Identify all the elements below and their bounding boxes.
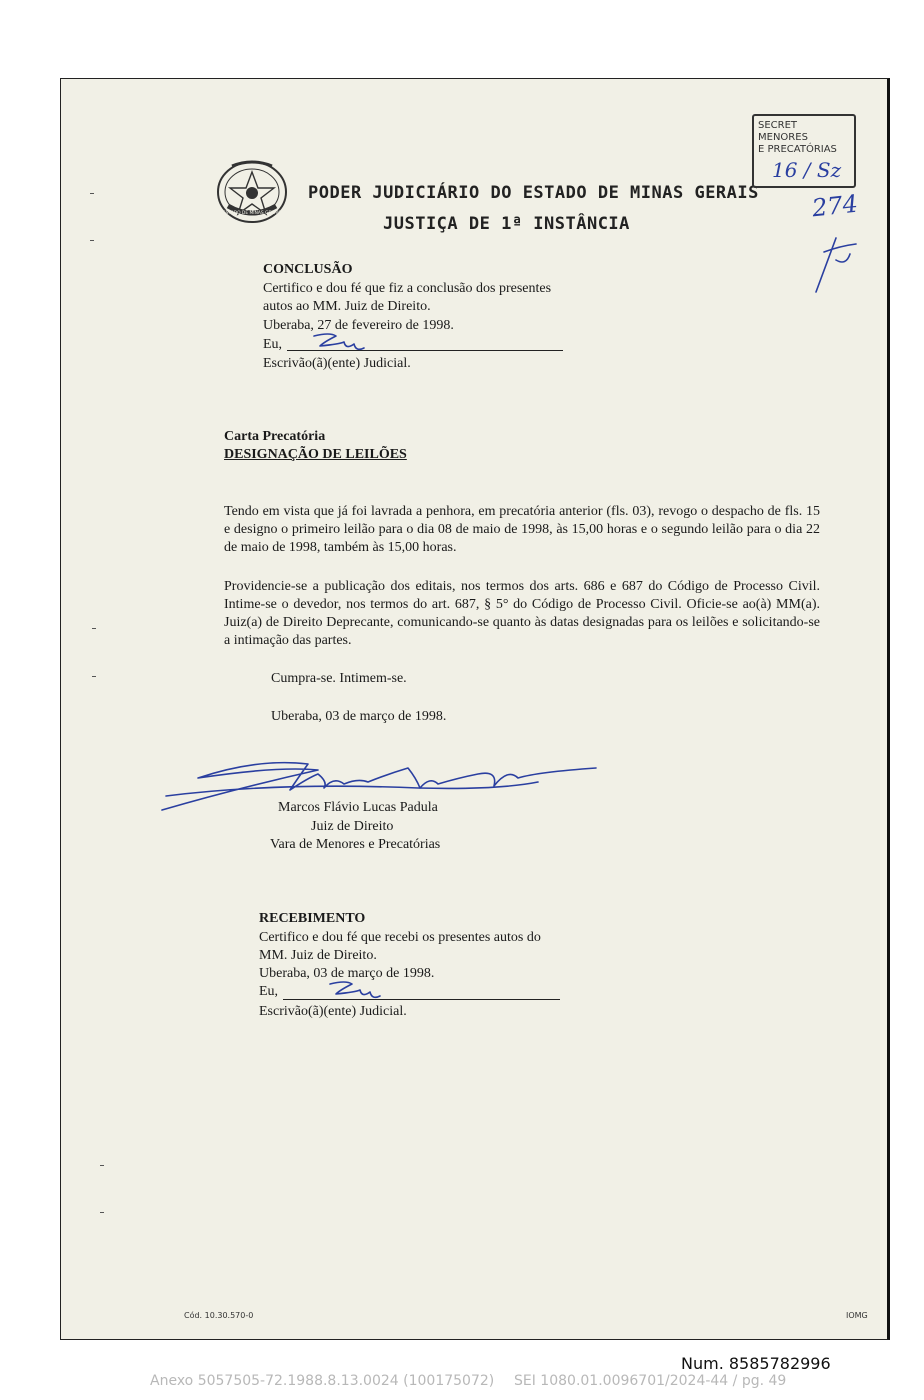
body-paragraph-2: Providencie-se a publicação dos editais, nos termos dos arts. 686 e 687 do Código de Processo Civil. Intime-se o devedor, nos termos do art. 687, § 5° do Código de Processo Civil. Oficie-se ao(à) MM(a). Juiz(a) de Direito Deprecante, comunicando-se quanto às datas designadas para os leilões e solicitando-se a intimação das partes. [224, 579, 820, 648]
stamp-line1: SECRET MENORES [758, 120, 808, 143]
conclusao-eu: Eu, [263, 337, 283, 352]
recebimento-date: Uberaba, 03 de março de 1998. [259, 966, 435, 981]
printer-mark: IOMG [846, 1311, 868, 1320]
margin-mark [100, 1212, 104, 1213]
handwritten-initials-icon [806, 232, 862, 296]
header-instance: JUSTIÇA DE 1ª INSTÂNCIA [383, 214, 630, 234]
document-page [60, 78, 890, 1340]
header-court-name: PODER JUDICIÁRIO DO ESTADO DE MINAS GERAIS [308, 183, 759, 203]
body-date: Uberaba, 03 de março de 1998. [271, 709, 447, 724]
conclusao-line2: autos ao MM. Juiz de Direito. [263, 299, 431, 314]
handwritten-page-number: 274 [810, 189, 860, 223]
margin-mark [92, 628, 96, 629]
annex-reference: Anexo 5057505-72.1988.8.13.0024 (100175072) [150, 1373, 495, 1389]
recebimento-line2: MM. Juiz de Direito. [259, 948, 377, 963]
conclusao-line1: Certifico e dou fé que fiz a conclusão dos presentes [263, 281, 552, 296]
recebimento-title: RECEBIMENTO [259, 911, 366, 926]
document-number: Num. 8585782996 [681, 1354, 831, 1373]
conclusao-date: Uberaba, 27 de fevereiro de 1998. [263, 318, 454, 333]
judge-role: Juiz de Direito [311, 819, 394, 834]
margin-mark [90, 193, 94, 194]
stamp-handwritten: 16 / Sz [772, 158, 842, 182]
margin-mark [100, 1165, 104, 1166]
sei-reference: SEI 1080.01.0096701/2024-44 / pg. 49 [514, 1373, 787, 1389]
recebimento-eu: Eu, [259, 984, 279, 999]
coat-of-arms-seal-icon [214, 160, 290, 228]
clerk-signature-icon [310, 330, 370, 358]
recebimento-escrivao: Escrivão(ã)(ente) Judicial. [259, 1004, 407, 1019]
carta-title: Carta Precatória [224, 429, 326, 444]
form-code: Cód. 10.30.570-0 [184, 1311, 254, 1320]
conclusao-title: CONCLUSÃO [263, 262, 353, 277]
carta-subtitle: DESIGNAÇÃO DE LEILÕES [224, 447, 407, 462]
body-paragraph-1: Tendo em vista que já foi lavrada a penhora, em precatória anterior (fls. 03), revogo o despacho de fls. 15 e designo o primeiro leilão para o dia 08 de maio de 1998, às 15,00 horas e o segundo leilão para o dia 22 de maio de 1998, também às 15,00 horas. [224, 504, 820, 555]
recebimento-signature-line [283, 999, 560, 1000]
margin-mark [92, 676, 96, 677]
judge-name: Marcos Flávio Lucas Padula [278, 800, 438, 815]
margin-mark [90, 240, 94, 241]
stamp-line2: E PRECATÓRIAS [758, 144, 837, 155]
recebimento-line1: Certifico e dou fé que recebi os presentes autos do [259, 930, 541, 945]
conclusao-escrivao: Escrivão(ã)(ente) Judicial. [263, 356, 411, 371]
judge-office: Vara de Menores e Precatórias [270, 837, 441, 852]
clerk-signature-2-icon [326, 978, 386, 1006]
department-stamp [752, 114, 856, 188]
seal-text: ESTADO DE MINAS GERAIS [222, 211, 282, 216]
body-cumpra: Cumpra-se. Intimem-se. [271, 671, 407, 686]
